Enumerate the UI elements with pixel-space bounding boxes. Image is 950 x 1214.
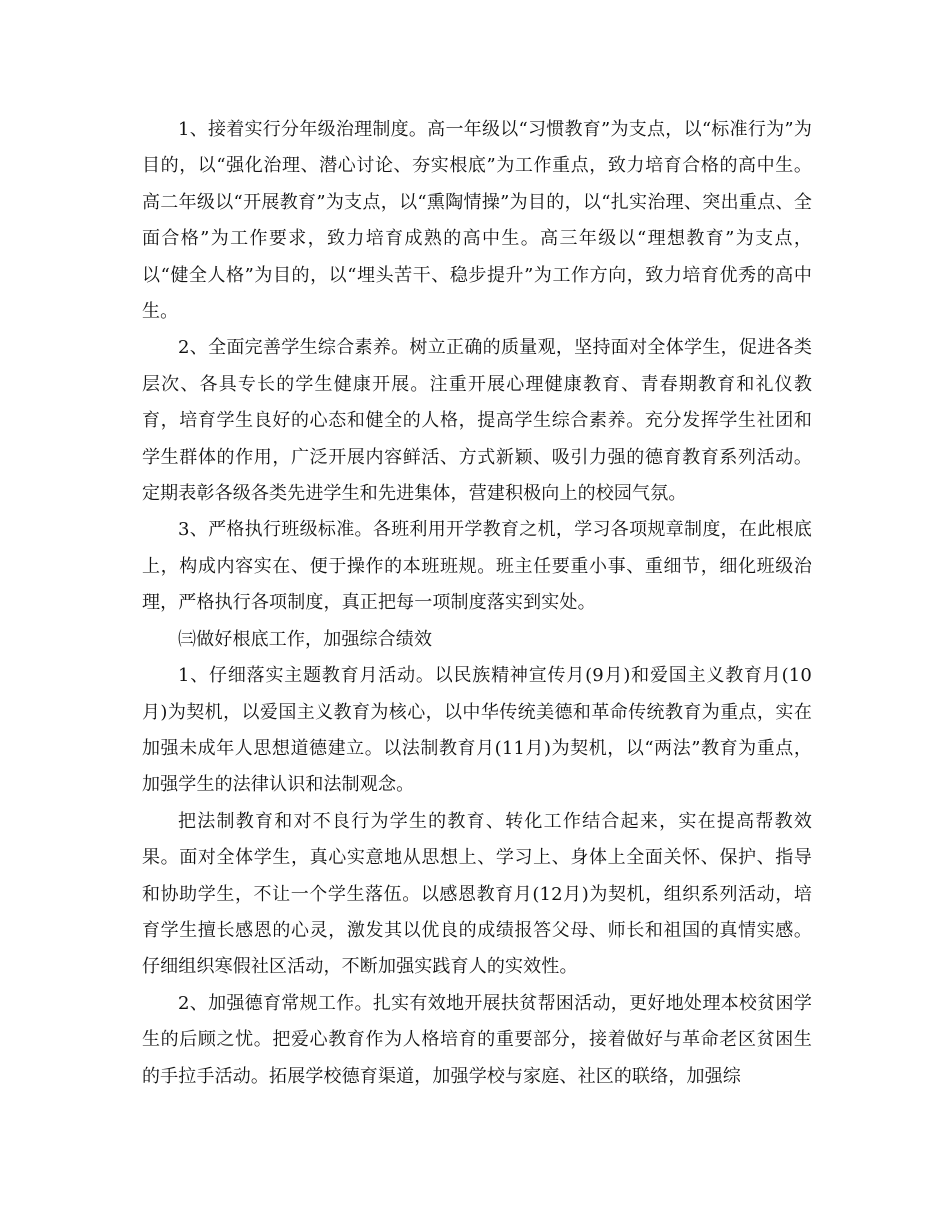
paragraph-grade-management: 1、接着实行分年级治理制度。高一年级以“习惯教育”为支点，以“标准行为”为目的，以“强化治理、潜心讨论、夯实根底”为工作重点，致力培育合格的高中生。高二年级以“开展教育”为支点，以“熏陶情操”为目的，以“扎实治理、突出重点、全面合格”为工作要求，致力培育成熟的高中生。高三年级以“理想教育”为支点，以“健全人格”为目的，以“埋头苦干、稳步提升”为工作方向，致力培育优秀的高中生。 bbox=[142, 119, 812, 323]
section-heading: ㈢做好根底工作，加强综合绩效 bbox=[178, 628, 433, 650]
paragraph-theme-month: 1、仔细落实主题教育月活动。以民族精神宣传月(9月)和爱国主义教育月(10月)为契机，以爱国主义教育为核心，以中华传统美德和革命传统教育为重点，实在加强未成年人思想道德建立。以法制教育月(11月)为契机，以“两法”教育为重点，加强学生的法律认识和法制观念。 bbox=[142, 665, 812, 796]
paragraph-legal-education: 把法制教育和对不良行为学生的教育、转化工作结合起来，实在提高帮教效果。面对全体学生，真心实意地从思想上、学习上、身体上全面关怀、保护、指导和协助学生，不让一个学生落伍。以感恩教育月(12月)为契机，组织系列活动，培育学生擅长感恩的心灵，激发其以优良的成绩报答父母、师长和祖国的真情实感。仔细组织寒假社区活动，不断加强实践育人的实效性。 bbox=[142, 810, 812, 978]
paragraph-class-standards: 3、严格执行班级标准。各班利用开学教育之机，学习各项规章制度，在此根底上，构成内容实在、便于操作的本班班规。班主任要重小事、重细节，细化班级治理，严格执行各项制度，真正把每一项制度落实到实处。 bbox=[142, 519, 812, 614]
document-body bbox=[142, 112, 812, 1095]
paragraph-student-quality: 2、全面完善学生综合素养。树立正确的质量观，坚持面对全体学生，促进各类层次、各具专长的学生健康开展。注重开展心理健康教育、青春期教育和礼仪教育，培育学生良好的心态和健全的人格，提高学生综合素养。充分发挥学生社团和学生群体的作用，广泛开展内容鲜活、方式新颖、吸引力强的德育教育系列活动。定期表彰各级各类先进学生和先进集体，营建积极向上的校园气氛。 bbox=[142, 337, 812, 505]
paragraph-moral-routine: 2、加强德育常规工作。扎实有效地开展扶贫帮困活动，更好地处理本校贫困学生的后顾之忧。把爱心教育作为人格培育的重要部分，接着做好与革命老区贫困生的手拉手活动。拓展学校德育渠道，加强学校与家庭、社区的联络，加强综 bbox=[142, 992, 812, 1087]
